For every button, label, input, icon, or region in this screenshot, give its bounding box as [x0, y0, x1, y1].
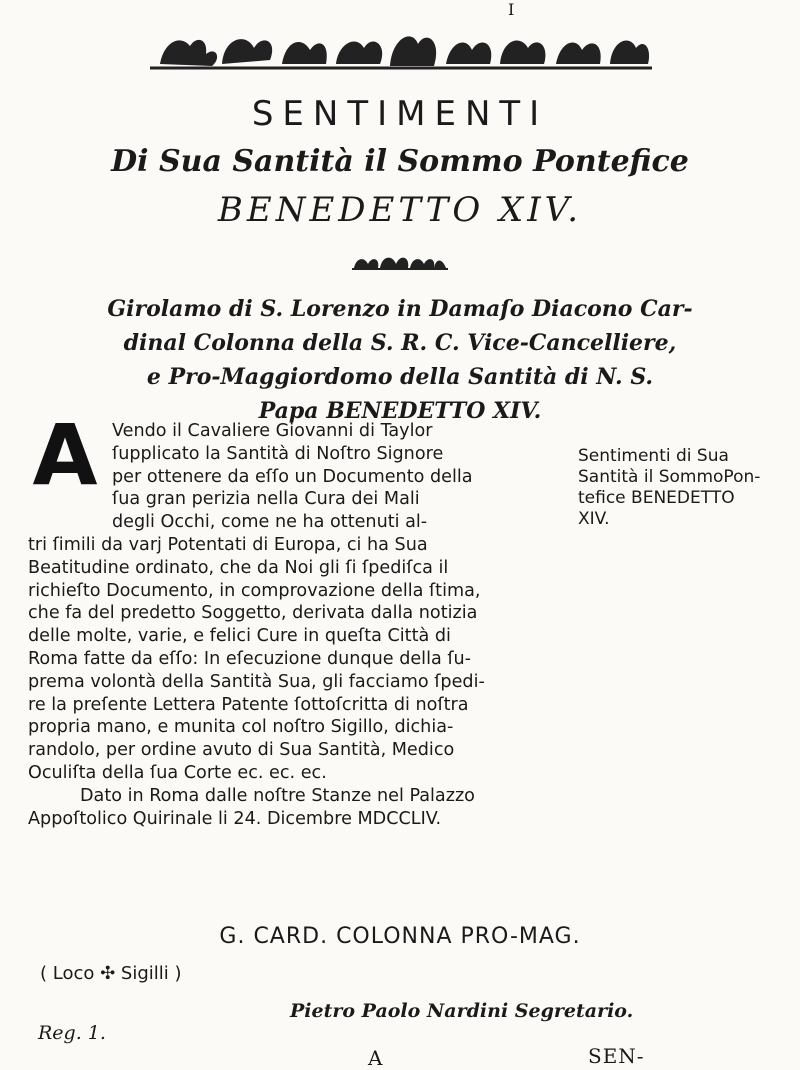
headpiece-ornament-icon [150, 24, 652, 74]
body-line: per ottenere da eſſo un Documento della [112, 466, 473, 487]
svg-text:A: A [32, 414, 98, 490]
cardinal-signature: G. CARD. COLONNA PRO-MAG. [219, 924, 581, 949]
body-line: Beatitudine ordinato, che da Noi gli ſi ſpediſca il [28, 557, 449, 578]
margin-note-line: XIV. [578, 509, 610, 529]
catchword: SEN- [588, 1044, 645, 1068]
margin-note-line: tefice BENEDETTO [578, 488, 735, 508]
body-line: degli Occhi, come ne ha ottenuti al- [112, 512, 428, 533]
seal-placeholder: ( Loco ✣ Sigilli ) [40, 963, 182, 984]
pope-name: BENEDETTO XIV. [217, 190, 583, 230]
body-line: Roma fatte da eſſo: In eſecuzione dunque della ſu- [28, 648, 472, 669]
body-line: richieſto Documento, in comprovazione della ſtima, [28, 580, 481, 601]
body-line: Dato in Roma dalle noſtre Stanze nel Palazzo [80, 785, 475, 806]
page-title: SENTIMENTI [251, 94, 549, 134]
margin-note [578, 446, 788, 530]
subtitle: Di Sua Santità il Sommo Pontefice [111, 144, 689, 179]
register-note: Reg. 1. [38, 1022, 106, 1044]
issuer-line: dinal Colonna della S. R. C. Vice-Cancelliere, [123, 330, 677, 356]
body-line: delle molte, varie, e felici Cure in queſta Città di [28, 626, 451, 647]
body-line: Vendo il Cavaliere Giovanni di Taylor [112, 421, 433, 441]
page-number: I [508, 0, 515, 19]
body-line: Appoſtolico Quirinale li 24. Dicembre MDCCLIV. [28, 808, 442, 829]
body-line: Oculiſta della ſua Corte ec. ec. ec. [28, 762, 327, 783]
body-line: randolo, per ordine avuto di Sua Santità, Medico [28, 740, 455, 761]
body-line: tri ſimili da varj Potentati di Europa, ci ha Sua [28, 534, 428, 555]
letter-body [28, 420, 560, 830]
body-line: che fa del predetto Soggetto, derivata dalla notizia [28, 603, 478, 624]
divider-ornament-icon [350, 252, 450, 272]
issuer-block [0, 292, 800, 428]
body-line: ſupplicato la Santità di Noſtro Signore [112, 443, 444, 464]
issuer-line: Papa BENEDETTO XIV. [258, 398, 542, 424]
signature-mark: A [368, 1046, 383, 1070]
body-line: prema volontà della Santità Sua, gli facciamo ſpedi- [28, 671, 485, 692]
issuer-line: Girolamo di S. Lorenzo in Damaſo Diacono Car- [107, 296, 693, 322]
margin-note-line: Santità il SommoPon- [578, 467, 761, 487]
body-line: propria mano, e munita col noſtro Sigillo, dichia- [28, 717, 454, 738]
issuer-line: e Pro-Maggiordomo della Santità di N. S. [146, 364, 654, 390]
body-line: ſua gran perizia nella Cura dei Mali [112, 489, 420, 510]
secretary-signature: Pietro Paolo Nardini Segretario. [290, 1000, 634, 1022]
margin-note-line: Sentimenti di Sua [578, 446, 729, 466]
body-line: re la preſente Lettera Patente ſottoſcritta di noſtra [28, 694, 469, 715]
